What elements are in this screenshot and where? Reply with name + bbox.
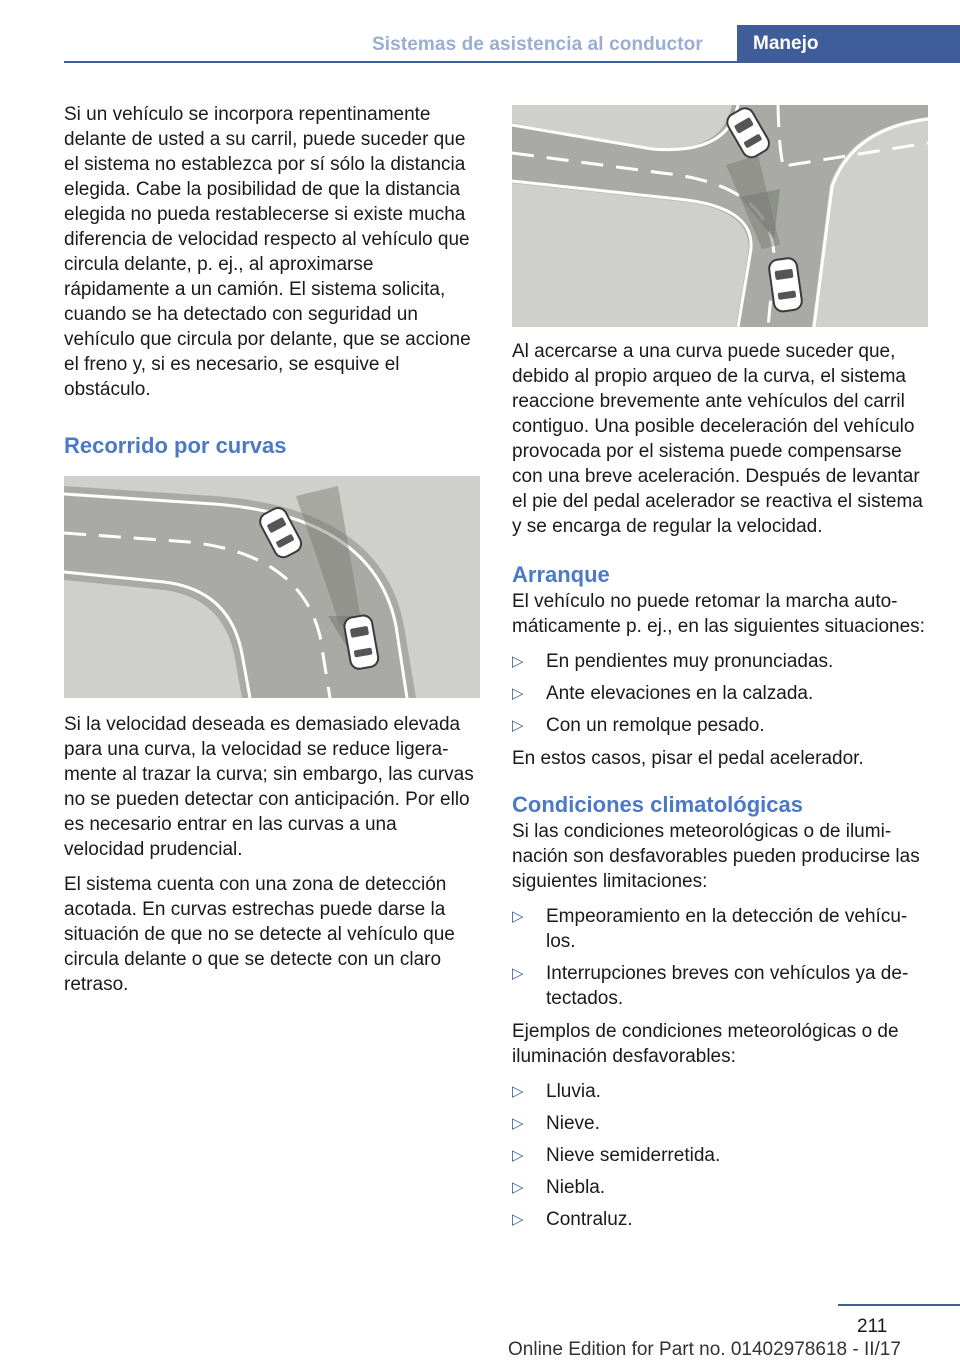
- list-item: ▷ En pendientes muy pronunciadas.: [512, 651, 834, 672]
- curve-illustration-left: [64, 476, 480, 698]
- list-item: ▷ Empeoramiento en la detección de vehículos.: [512, 906, 908, 952]
- section-heading-curves: Recorrido por curvas: [64, 433, 287, 458]
- list-item: ▷ Interrupciones breves con vehículos ya detectados.: [512, 963, 909, 1009]
- header-section-title: Sistemas de asistencia al conductor: [372, 34, 703, 55]
- weather-intro: Si las condiciones meteorológicas o de iluminación son desfavorables pueden producirse las siguientes limitaciones:: [512, 821, 920, 892]
- list-item: ▷ Con un remolque pesado.: [512, 715, 765, 736]
- edition-footer: Online Edition for Part no. 01402978618 - II/17: [508, 1339, 901, 1360]
- bullet-triangle-icon: ▷: [512, 965, 524, 982]
- own-car-icon: [768, 257, 803, 312]
- bullet-triangle-icon: ▷: [512, 1147, 524, 1164]
- curves-paragraph-2: El sistema cuenta con una zona de detección acotada. En curvas estrechas puede darse la situación de que no se detecte al vehículo que circula delante o que se detecte con un claro retraso.: [64, 874, 455, 995]
- header-divider: [64, 61, 960, 63]
- header-chapter-tab: Manejo: [737, 25, 960, 62]
- list-item: ▷ Nieve semiderretida.: [512, 1145, 721, 1166]
- bullet-triangle-icon: ▷: [512, 1211, 524, 1228]
- list-item: ▷ Niebla.: [512, 1177, 606, 1198]
- list-item: ▷ Contraluz.: [512, 1209, 633, 1230]
- bullet-triangle-icon: ▷: [512, 1179, 524, 1196]
- page-number: 211: [857, 1316, 888, 1337]
- bullet-triangle-icon: ▷: [512, 685, 524, 702]
- list-item: ▷ Ante elevaciones en la calzada.: [512, 683, 814, 704]
- curves-paragraph-1: Si la velocidad deseada es demasiado elevada para una curva, la velocidad se reduce ligeramente al trazar la curva; sin embargo, las curvas no se pueden detectar con anticipación. Por ello es necesario entrar en las curvas a una velocidad prudencial.: [64, 714, 474, 860]
- list-item: ▷ Nieve.: [512, 1113, 600, 1134]
- curve-illustration-right: [512, 105, 928, 327]
- section-heading-start: Arranque: [512, 562, 610, 587]
- start-closing: En estos casos, pisar el pedal acelerador.: [512, 748, 864, 769]
- bullet-triangle-icon: ▷: [512, 653, 524, 670]
- bullet-triangle-icon: ▷: [512, 1083, 524, 1100]
- bullet-triangle-icon: ▷: [512, 908, 524, 925]
- footer-divider: [838, 1304, 960, 1306]
- right-column: [512, 102, 930, 1240]
- list-item: ▷ Lluvia.: [512, 1081, 601, 1102]
- section-heading-weather: Condiciones climatológicas: [512, 792, 803, 817]
- left-column: [64, 102, 482, 1007]
- weather-list: [512, 904, 930, 1011]
- start-intro: El vehículo no puede retomar la marcha automáticamente p. ej., en las siguientes situaciones:: [512, 591, 925, 637]
- start-list: [512, 649, 930, 738]
- intro-paragraph: Si un vehículo se incorpora repentinamente delante de usted a su carril, puede suceder que el sistema no establezca por sí sólo la distancia elegida. Cabe la posibilidad de que la distancia elegida no pueda restablecerse si existe mucha diferencia de velocidad respecto al vehículo que circula delante, p. ej., al aproximarse rápidamente a un camión. El sistema solicita, cuando se ha detectado con seguridad un vehículo que circula por delante, que se accione el freno y, si es necesario, se esquive el obstáculo.: [64, 104, 471, 400]
- weather-examples-list: [512, 1079, 930, 1232]
- curve-adjacent-paragraph: Al acercarse a una curva puede suceder que, debido al propio arqueo de la curva, el sistema reaccione brevemente ante vehículos del carril contiguo. Una posible deceleración del vehículo provocada por el sistema puede compensarse con una breve aceleración. Después de levantar el pie del pedal acelerador se reactiva el sistema y se encarga de regular la velocidad.: [512, 341, 923, 537]
- bullet-triangle-icon: ▷: [512, 1115, 524, 1132]
- page-header: [0, 0, 960, 62]
- weather-examples-intro: Ejemplos de condiciones meteorológicas o de iluminación desfavorables:: [512, 1021, 899, 1067]
- bullet-triangle-icon: ▷: [512, 717, 524, 734]
